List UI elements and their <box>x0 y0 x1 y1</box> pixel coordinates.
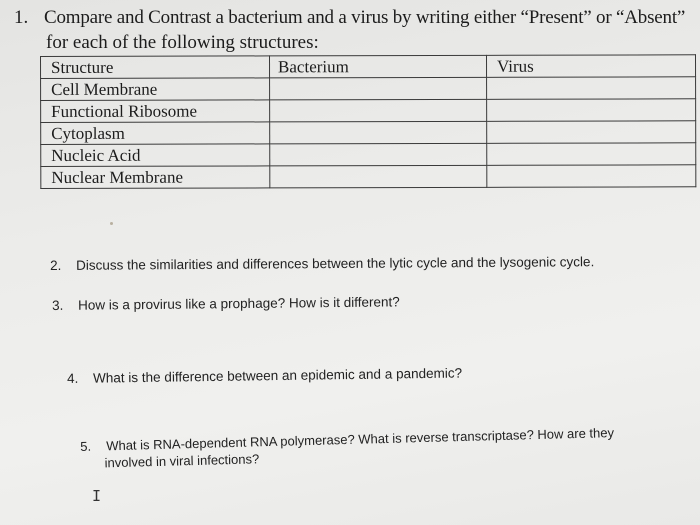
row-structure-name: Functional Ribosome <box>41 100 270 123</box>
table-row <box>41 165 696 189</box>
question-2-number: 2. <box>50 257 62 273</box>
row-structure-name: Cell Membrane <box>41 78 270 101</box>
question-3 <box>52 294 400 313</box>
question-3-number: 3. <box>52 297 64 313</box>
question-4 <box>67 365 462 386</box>
header-structure: Structure <box>41 56 270 79</box>
pen-mark <box>110 222 113 225</box>
bacterium-answer-cell[interactable] <box>270 99 487 122</box>
question-3-text: How is a provirus like a prophage? How is it different? <box>77 294 400 313</box>
virus-answer-cell[interactable] <box>487 165 696 188</box>
question-2-text: Discuss the similarities and differences between the lytic cycle and the lysogenic cycle. <box>75 254 595 273</box>
header-bacterium: Bacterium <box>270 55 487 78</box>
question-5-text-continuation: involved in viral infections? <box>104 451 260 471</box>
table-row <box>41 77 696 101</box>
question-5-number: 5. <box>80 438 92 454</box>
bacterium-answer-cell[interactable] <box>270 77 487 100</box>
question-4-text: What is the difference between an epidemic and a pandemic? <box>92 365 463 386</box>
question-5 <box>80 424 615 472</box>
virus-answer-cell[interactable] <box>487 143 696 166</box>
row-structure-name: Nuclear Membrane <box>41 166 270 189</box>
header-virus: Virus <box>486 55 695 78</box>
bacterium-answer-cell[interactable] <box>270 165 487 188</box>
question-5-text: What is RNA-dependent RNA polymerase? What is reverse transcriptase? How are they <box>106 425 615 454</box>
question-1-number: 1. <box>14 7 29 28</box>
table-row <box>41 99 696 123</box>
table-row <box>41 121 696 145</box>
question-1-prompt-line-1: Compare and Contrast a bacterium and a virus by writing either “Present” or “Absent” <box>44 7 686 28</box>
question-4-number: 4. <box>67 370 79 386</box>
table-row <box>41 143 696 167</box>
virus-answer-cell[interactable] <box>487 99 696 122</box>
structures-table <box>40 54 696 189</box>
question-1-prompt-line-2: for each of the following structures: <box>46 32 319 53</box>
row-structure-name: Cytoplasm <box>41 122 270 145</box>
text-cursor-icon: I <box>92 487 102 505</box>
bacterium-answer-cell[interactable] <box>270 143 487 166</box>
question-2 <box>50 254 594 273</box>
virus-answer-cell[interactable] <box>487 77 696 100</box>
virus-answer-cell[interactable] <box>487 121 696 144</box>
row-structure-name: Nucleic Acid <box>41 144 270 167</box>
bacterium-answer-cell[interactable] <box>270 121 487 144</box>
table-header-row <box>41 55 696 79</box>
